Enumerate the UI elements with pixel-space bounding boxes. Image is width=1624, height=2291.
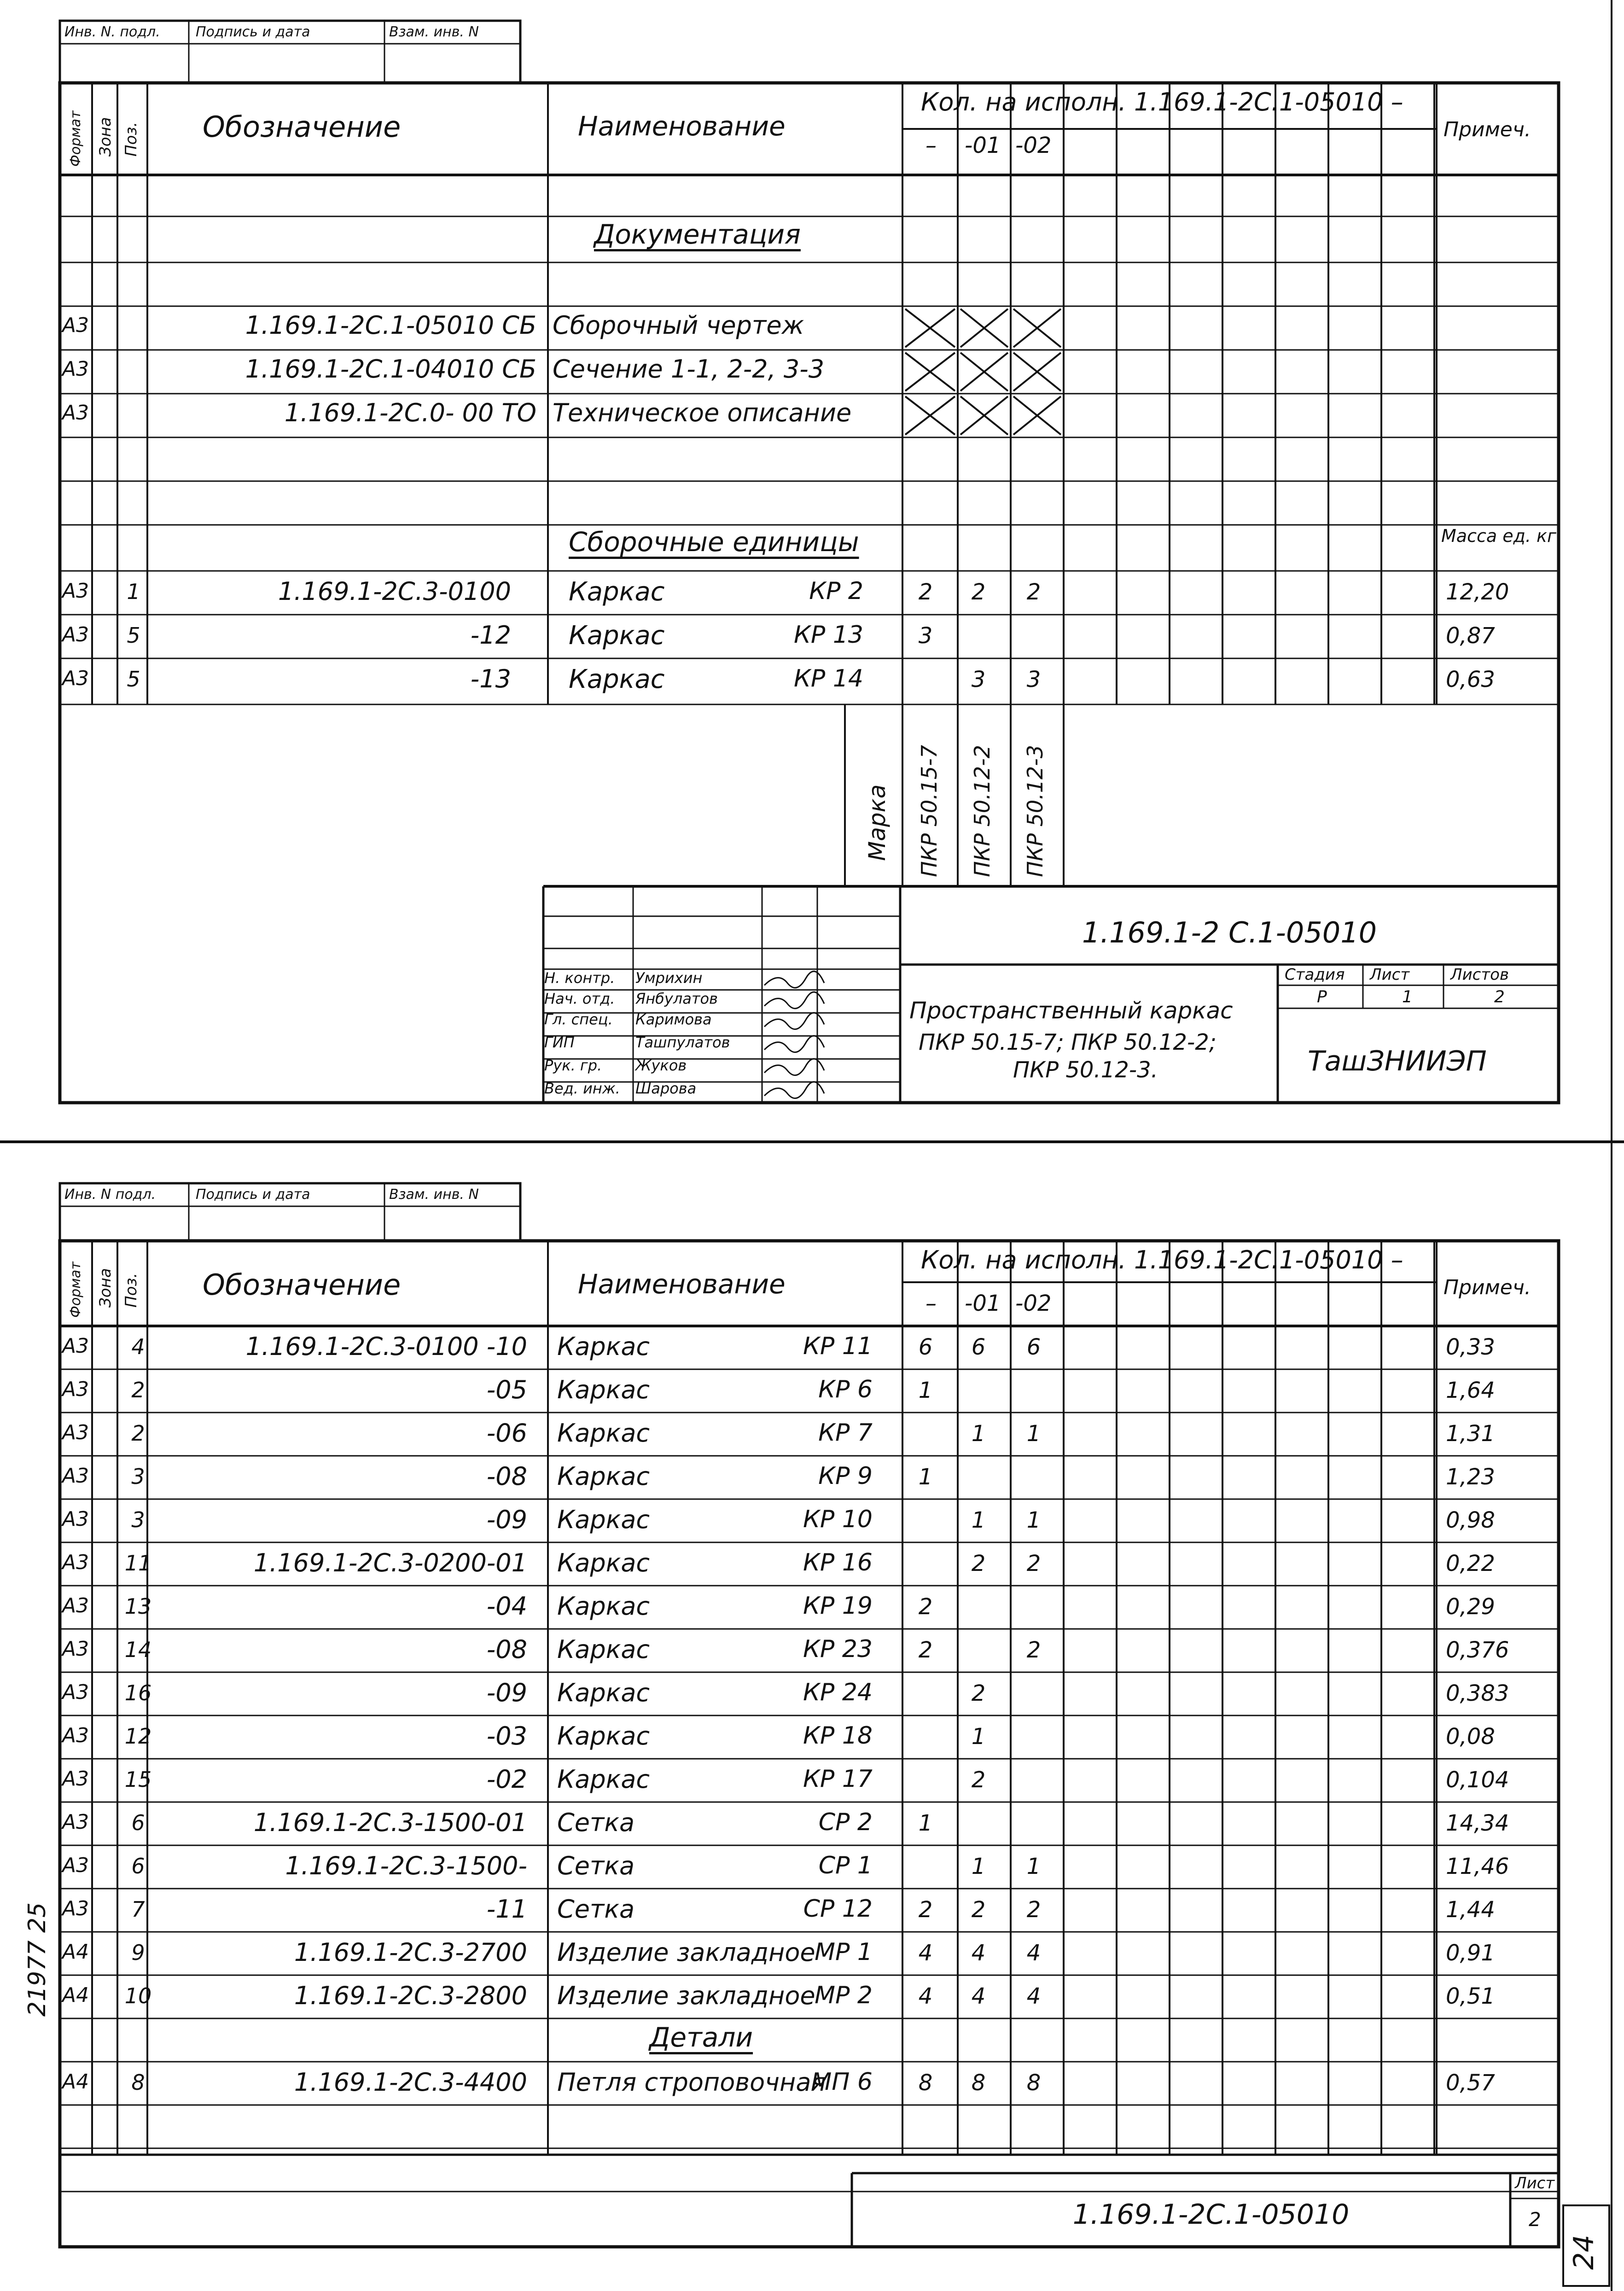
header-variant: – (926, 1291, 937, 1316)
designation-cell: 1.169.1-2С.3-1500- (285, 1851, 527, 1880)
name-cell: Каркас (557, 1462, 650, 1491)
signer-name: Умрихин (635, 969, 703, 987)
name-cell: Техническое описание (553, 398, 852, 427)
format-cell: А4 (62, 2070, 89, 2093)
format-cell: А3 (62, 1378, 89, 1401)
name-cell: Каркас (569, 664, 665, 694)
qty-cell: 1 (971, 1854, 986, 1879)
header-zona: Зона (96, 117, 115, 157)
position-cell: 5 (127, 667, 140, 692)
position-cell: 3 (131, 1464, 145, 1489)
name-cell: Каркас (557, 1419, 650, 1448)
header-poz: Поз. (122, 1273, 140, 1308)
qty-cell: 2 (971, 1767, 986, 1793)
designation-cell: -02 (486, 1765, 527, 1794)
mark-cell: КР 14 (794, 665, 863, 692)
qty-cell: 1 (1026, 1507, 1041, 1533)
header-primech: Примеч. (1444, 1276, 1531, 1299)
stadia-value: Р (1317, 988, 1327, 1006)
stadia-label: Стадия (1285, 965, 1345, 984)
position-cell: 6 (131, 1810, 145, 1835)
position-cell: 5 (127, 623, 140, 648)
format-cell: А3 (62, 1897, 89, 1920)
mark-cell: КР 11 (803, 1332, 873, 1360)
format-cell: А3 (62, 1767, 89, 1791)
note-cell: 1,44 (1446, 1897, 1495, 1923)
name-cell: Каркас (557, 1678, 650, 1707)
qty-cell: 4 (971, 1940, 986, 1966)
format-cell: А3 (62, 357, 89, 381)
position-cell: 9 (131, 1940, 145, 1965)
qty-cell: 2 (918, 579, 933, 605)
name-cell: Изделие закладное (557, 1981, 815, 2010)
name-cell: Каркас (557, 1375, 650, 1404)
variant-mark: ПКР 50.12-2 (970, 744, 995, 877)
note-cell: 12,20 (1446, 579, 1509, 605)
mark-cell: КР 10 (803, 1506, 873, 1533)
qty-cell: 2 (1026, 1637, 1041, 1663)
mark-cell: КР 2 (809, 577, 863, 605)
header-variant: -02 (1015, 1291, 1052, 1316)
header-primech: Примеч. (1444, 118, 1531, 141)
position-cell: 2 (131, 1378, 145, 1402)
position-cell: 11 (124, 1551, 152, 1576)
organization: ТашЗНИИЭП (1308, 1045, 1487, 1077)
name-cell: Каркас (557, 1505, 650, 1534)
qty-cell: 4 (971, 1983, 986, 2009)
note-cell: 0,104 (1446, 1767, 1509, 1793)
qty-cell: 2 (971, 579, 986, 605)
format-cell: А3 (62, 314, 89, 337)
variant-mark: ПКР 50.12-3 (1023, 744, 1048, 877)
mark-cell: МП 6 (811, 2068, 873, 2096)
name-cell: Сетка (557, 1895, 635, 1924)
qty-cell: 1 (1026, 1854, 1041, 1879)
qty-cell: 4 (1026, 1940, 1041, 1966)
signer-name: Шарова (635, 1080, 697, 1097)
format-cell: А3 (62, 1680, 89, 1704)
position-cell: 14 (124, 1637, 152, 1662)
qty-cell: 2 (971, 1551, 986, 1576)
format-cell: А3 (62, 1637, 89, 1661)
qty-cell: 2 (1026, 1551, 1041, 1576)
position-cell: 7 (131, 1897, 145, 1922)
mark-cell: КР 19 (803, 1592, 873, 1620)
qty-cell: 2 (918, 1637, 933, 1663)
mark-cell: СР 12 (803, 1895, 873, 1923)
name-cell: Каркас (557, 1548, 650, 1577)
designation-cell: 1.169.1-2С.1-05010 СБ (245, 311, 536, 340)
mark-cell: КР 6 (818, 1376, 873, 1403)
signature-scribble (764, 992, 824, 1009)
designation-cell: -12 (470, 621, 511, 650)
note-cell: 0,376 (1446, 1637, 1509, 1663)
qty-cell: 2 (918, 1594, 933, 1620)
qty-cell: 3 (1026, 667, 1041, 692)
mark-cell: КР 17 (803, 1765, 873, 1793)
title-line: Пространственный каркас (909, 997, 1233, 1024)
name-cell: Каркас (557, 1332, 650, 1361)
name-cell: Сечение 1-1, 2-2, 3-3 (553, 355, 825, 384)
stamp-label: Инв. N. подл. (64, 24, 160, 40)
section-documentation: Документация (594, 219, 801, 250)
title-line: ПКР 50.12-3. (1013, 1057, 1158, 1083)
qty-cell: 2 (1026, 579, 1041, 605)
variant-mark: ПКР 50.15-7 (917, 744, 942, 877)
qty-cell: 2 (971, 1680, 986, 1706)
format-cell: А3 (62, 579, 89, 603)
header-naimenovanie: Наименование (578, 110, 786, 142)
mark-cell: МР 2 (815, 1982, 873, 2009)
name-cell: Сетка (557, 1808, 635, 1837)
designation-cell: -09 (486, 1505, 527, 1534)
position-cell: 13 (124, 1594, 152, 1619)
stamp-label: Подпись и дата (196, 24, 310, 40)
position-cell: 6 (131, 1854, 145, 1878)
position-cell: 4 (131, 1334, 145, 1359)
name-cell: Изделие закладное (557, 1938, 815, 1967)
qty-cell: 2 (1026, 1897, 1041, 1923)
signer-role: Вед. инж. (544, 1080, 620, 1097)
format-cell: А3 (62, 1507, 89, 1531)
signer-name: Янбулатов (635, 990, 718, 1007)
note-cell: 1,64 (1446, 1378, 1495, 1403)
designation-cell: -05 (486, 1375, 527, 1404)
qty-cell: 1 (971, 1724, 986, 1750)
position-cell: 10 (124, 1983, 152, 2008)
position-cell: 8 (131, 2070, 145, 2095)
header-zona: Зона (96, 1268, 115, 1308)
note-cell: 0,29 (1446, 1594, 1495, 1620)
list-label: Лист (1515, 2174, 1555, 2192)
designation-cell: 1.169.1-2С.1-04010 СБ (245, 355, 536, 384)
note-cell: 0,98 (1446, 1507, 1495, 1533)
header-kol: Кол. на исполн. 1.169.1-2С.1-05010 – (921, 1245, 1403, 1274)
qty-cell: 3 (918, 623, 933, 649)
document-code: 1.169.1-2 С.1-05010 (1082, 916, 1377, 949)
designation-cell: -03 (486, 1721, 527, 1750)
header-variant: -01 (965, 1291, 1001, 1316)
signer-name: Каримова (635, 1011, 712, 1028)
qty-cell: 2 (971, 1897, 986, 1923)
section-details: Детали (649, 2022, 753, 2053)
signer-role: Н. контр. (544, 969, 615, 987)
mark-cell: МР 1 (815, 1938, 873, 1966)
signature-scribble (764, 1036, 824, 1052)
qty-cell: 1 (918, 1810, 933, 1836)
header-oboznachenie: Обозначение (203, 1268, 401, 1302)
designation-cell: 1.169.1-2С.3-2800 (294, 1981, 527, 2010)
list-value: 1 (1402, 988, 1413, 1006)
designation-cell: -11 (486, 1895, 527, 1924)
note-cell: 0,22 (1446, 1551, 1495, 1576)
note-cell: 0,87 (1446, 623, 1495, 649)
format-cell: А4 (62, 1940, 89, 1964)
header-format: Формат (68, 110, 84, 167)
header-naimenovanie: Наименование (578, 1268, 786, 1300)
designation-cell: -06 (486, 1419, 527, 1448)
format-cell: А3 (62, 1464, 89, 1488)
name-cell: Сетка (557, 1851, 635, 1880)
qty-cell: 1 (971, 1421, 986, 1447)
qty-cell: 1 (918, 1378, 933, 1403)
mark-cell: КР 7 (818, 1419, 873, 1447)
qty-cell: 1 (1026, 1421, 1041, 1447)
listov-label: Листов (1450, 965, 1509, 984)
stamp-label: Подпись и дата (196, 1186, 310, 1203)
name-cell: Каркас (557, 1592, 650, 1621)
marka-label: Марка (864, 784, 891, 861)
designation-cell: 1.169.1-2С.3-1500-01 (253, 1808, 527, 1837)
mark-cell: КР 9 (818, 1462, 873, 1490)
header-kol: Кол. на исполн. 1.169.1-2С.1-05010 – (921, 87, 1403, 116)
mark-cell: КР 23 (803, 1635, 873, 1663)
designation-cell: -09 (486, 1678, 527, 1707)
mark-cell: СР 2 (818, 1808, 873, 1836)
note-cell: 0,33 (1446, 1334, 1495, 1360)
list-value: 2 (1529, 2208, 1541, 2231)
qty-cell: 6 (971, 1334, 986, 1360)
name-cell: Каркас (557, 1765, 650, 1794)
position-cell: 3 (131, 1507, 145, 1532)
position-cell: 16 (124, 1680, 152, 1705)
mark-cell: СР 1 (818, 1852, 873, 1879)
format-cell: А3 (62, 401, 89, 424)
name-cell: Каркас (569, 621, 665, 651)
note-cell: 0,91 (1446, 1940, 1495, 1966)
format-cell: А3 (62, 1334, 89, 1358)
name-cell: Каркас (557, 1635, 650, 1664)
signature-scribble (764, 1059, 824, 1076)
format-cell: А3 (62, 1551, 89, 1574)
name-cell: Петля строповочная (557, 2068, 826, 2097)
mark-cell: КР 13 (794, 621, 863, 649)
signature-scribble (764, 1013, 824, 1029)
signer-name: Жуков (635, 1057, 687, 1074)
format-cell: А4 (62, 1983, 89, 2007)
qty-cell: 4 (918, 1983, 933, 2009)
mass-label: Масса ед. кг (1441, 526, 1556, 546)
name-cell: Каркас (569, 577, 665, 607)
header-variant: – (926, 133, 937, 158)
corner-page-number: 24 (1568, 2234, 1600, 2270)
format-cell: А3 (62, 1854, 89, 1877)
position-cell: 12 (124, 1724, 152, 1749)
format-cell: А3 (62, 623, 89, 646)
qty-cell: 6 (1026, 1334, 1041, 1360)
note-cell: 0,383 (1446, 1680, 1509, 1706)
position-cell: 15 (124, 1767, 152, 1792)
format-cell: А3 (62, 1724, 89, 1747)
qty-cell: 4 (1026, 1983, 1041, 2009)
format-cell: А3 (62, 1421, 89, 1444)
note-cell: 0,57 (1446, 2070, 1495, 2096)
header-oboznachenie: Обозначение (203, 110, 401, 144)
qty-cell: 8 (918, 2070, 933, 2096)
stamp-label: Взам. инв. N (389, 24, 479, 40)
designation-cell: -04 (486, 1592, 527, 1621)
designation-cell: 1.169.1-2С.3-4400 (294, 2068, 527, 2097)
note-cell: 0,51 (1446, 1983, 1495, 2009)
qty-cell: 2 (918, 1897, 933, 1923)
signer-role: Гл. спец. (544, 1011, 613, 1028)
signer-role: Рук. гр. (544, 1057, 602, 1074)
qty-cell: 1 (918, 1464, 933, 1490)
archive-number: 21977 25 (23, 1902, 51, 2017)
signature-scribble (764, 971, 824, 988)
signer-name: Ташпулатов (635, 1034, 730, 1051)
designation-cell: 1.169.1-2С.3-0100 (278, 577, 511, 606)
note-cell: 11,46 (1446, 1854, 1509, 1879)
qty-cell: 6 (918, 1334, 933, 1360)
format-cell: А3 (62, 1594, 89, 1617)
header-poz: Поз. (122, 122, 140, 157)
position-cell: 2 (131, 1421, 145, 1446)
designation-cell: 1.169.1-2С.0- 00 ТО (284, 398, 536, 427)
designation-cell: 1.169.1-2С.3-0100 -10 (245, 1332, 527, 1361)
designation-cell: 1.169.1-2С.3-0200-01 (253, 1548, 527, 1577)
position-cell: 1 (127, 579, 140, 604)
name-cell: Каркас (557, 1721, 650, 1750)
qty-cell: 1 (971, 1507, 986, 1533)
signer-role: ГИП (544, 1034, 575, 1051)
designation-cell: -08 (486, 1635, 527, 1664)
mark-cell: КР 16 (803, 1549, 873, 1576)
document-code: 1.169.1-2С.1-05010 (1072, 2198, 1350, 2231)
qty-cell: 8 (1026, 2070, 1041, 2096)
qty-cell: 3 (971, 667, 986, 692)
section-assembly-units: Сборочные единицы (569, 526, 859, 558)
note-cell: 1,31 (1446, 1421, 1495, 1447)
title-line: ПКР 50.15-7; ПКР 50.12-2; (919, 1029, 1217, 1055)
name-cell: Сборочный чертеж (553, 311, 804, 340)
header-variant: -02 (1015, 133, 1052, 158)
note-cell: 1,23 (1446, 1464, 1495, 1490)
note-cell: 0,63 (1446, 667, 1495, 692)
designation-cell: -08 (486, 1462, 527, 1491)
stamp-label: Взам. инв. N (389, 1186, 479, 1203)
stamp-label: Инв. N подл. (64, 1186, 156, 1203)
format-cell: А3 (62, 1810, 89, 1834)
qty-cell: 4 (918, 1940, 933, 1966)
mark-cell: КР 24 (803, 1679, 873, 1706)
list-label: Лист (1370, 965, 1410, 984)
header-variant: -01 (965, 133, 1001, 158)
note-cell: 14,34 (1446, 1810, 1509, 1836)
signer-role: Нач. отд. (544, 990, 615, 1007)
designation-cell: -13 (470, 664, 511, 693)
listov-value: 2 (1494, 988, 1505, 1006)
designation-cell: 1.169.1-2С.3-2700 (294, 1938, 527, 1967)
qty-cell: 8 (971, 2070, 986, 2096)
format-cell: А3 (62, 667, 89, 690)
signature-scribble (764, 1082, 824, 1099)
mark-cell: КР 18 (803, 1722, 873, 1750)
header-format: Формат (68, 1262, 84, 1318)
note-cell: 0,08 (1446, 1724, 1495, 1750)
